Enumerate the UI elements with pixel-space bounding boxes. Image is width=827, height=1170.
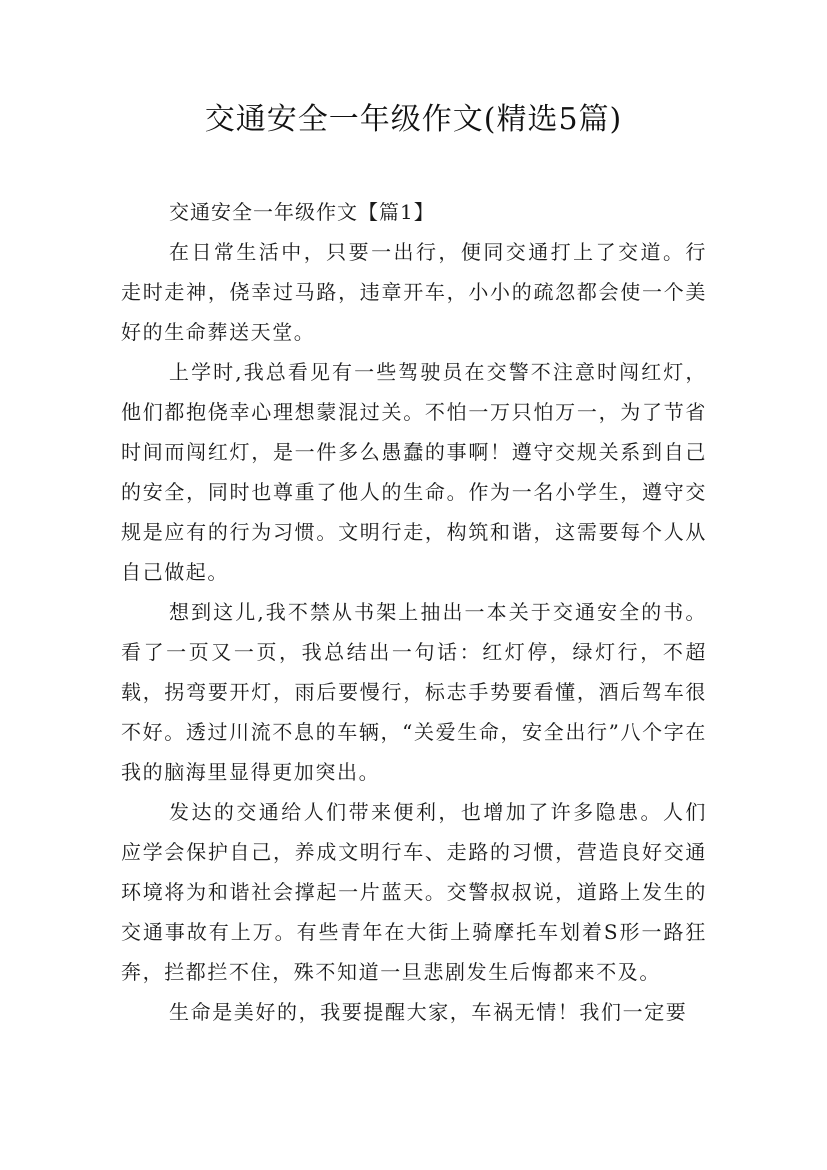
paragraph-2: 上学时,我总看见有一些驾驶员在交警不注意时闯红灯，他们都抱侥幸心理想蒙混过关。不怕一万只怕万一，为了节省时间而闯红灯，是一件多么愚蠢的事啊！遵守交规关系到自己的安全，同时也尊重了他人的生命。作为一名小学生，遵守交规是应有的行为习惯。文明行走，构筑和谐，这需要每个人从自己做起。 bbox=[121, 360, 707, 584]
document-body bbox=[121, 192, 707, 1032]
document-title: 交通安全一年级作文(精选5篇) bbox=[204, 102, 623, 137]
section-heading: 交通安全一年级作文【篇1】 bbox=[169, 200, 435, 224]
paragraph-4: 发达的交通给人们带来便利，也增加了许多隐患。人们应学会保护自己，养成文明行车、走路的习惯，营造良好交通环境将为和谐社会撑起一片蓝天。交警叔叔说，道路上发生的交通事故有上万。有些青年在大街上骑摩托车划着S形一路狂奔，拦都拦不住，殊不知道一旦悲剧发生后悔都来不及。 bbox=[121, 800, 707, 984]
paragraph-3: 想到这儿,我不禁从书架上抽出一本关于交通安全的书。看了一页又一页，我总结出一句话：红灯停，绿灯行，不超载，拐弯要开灯，雨后要慢行，标志手势要看懂，酒后驾车很不好。透过川流不息的车辆，“关爱生命，安全出行”八个字在我的脑海里显得更加突出。 bbox=[121, 600, 707, 784]
paragraph-5: 生命是美好的，我要提醒大家，车祸无情！我们一定要 bbox=[169, 1000, 688, 1024]
paragraph-1: 在日常生活中，只要一出行，便同交通打上了交道。行走时走神，侥幸过马路，违章开车，小小的疏忽都会使一个美好的生命葬送天堂。 bbox=[121, 240, 707, 344]
